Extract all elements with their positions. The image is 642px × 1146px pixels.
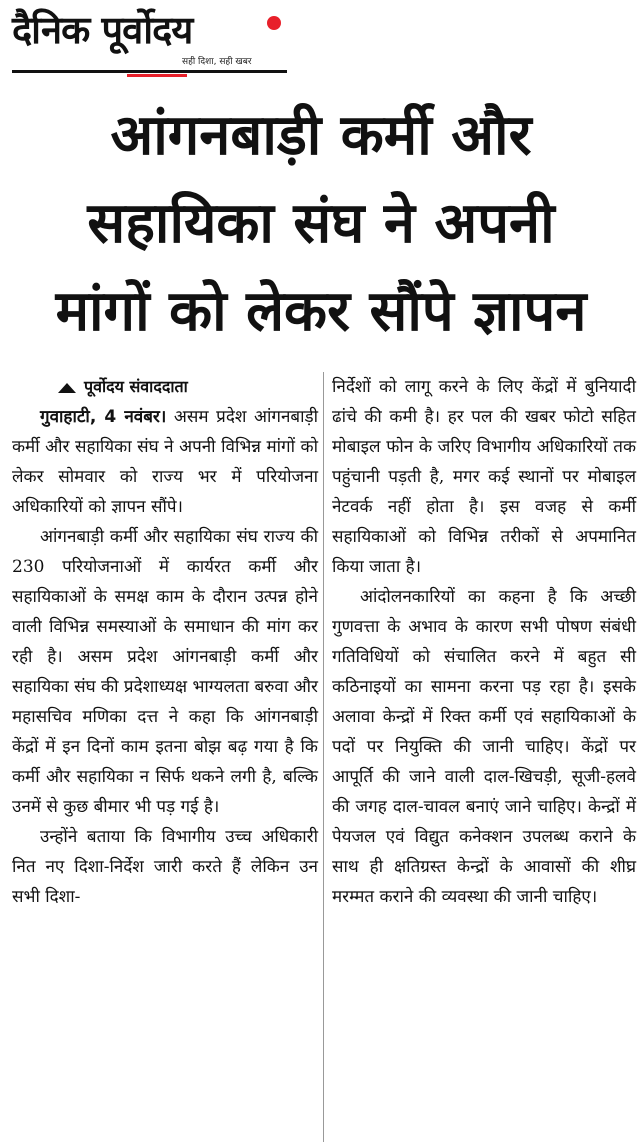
newspaper-logo: दैनिक पूर्वोदय — [12, 8, 193, 52]
masthead — [12, 8, 287, 74]
paragraph-3-continued: निर्देशों को लागू करने के लिए केंद्रों में बुनियादी ढांचे की कमी है। हर पल की खबर फोटो सहित मोबाइल फोन के जरिए विभागीय अधिकारियों तक पहुंचानी पड़ती है, मगर कई स्थानों पर मोबाइल नेटवर्क नहीं होता है। इस वजह से कर्मी सहायिकाओं को विभिन्न तरीकों से अपमानित किया जाता है। — [332, 377, 636, 577]
tagline: सही दिशा, सही खबर — [182, 57, 252, 67]
dateline: गुवाहाटी, 4 नवंबर। — [40, 407, 167, 427]
article-column-right — [332, 372, 636, 912]
paragraph-1 — [12, 402, 318, 522]
article-column-left — [12, 372, 318, 912]
paragraph-1-text: असम प्रदेश आंगनबाड़ी कर्मी और सहायिका संघ ने अपनी विभिन्न मांगों को लेकर सोमवार को राज्य भर में परियोजना अधिकारियों को ज्ञापन सौंपे। — [12, 407, 318, 517]
headline-line-3: मांगों को लेकर सौंपे ज्ञापन — [55, 279, 587, 344]
byline — [12, 372, 318, 402]
paragraph-2: आंगनबाड़ी कर्मी और सहायिका संघ राज्य की 230 परियोजनाओं में कार्यरत कर्मी और सहायिकाओं के समक्ष काम के दौरान उत्पन्न होने वाली विभिन्न समस्याओं के समाधान की मांग कर रही है। असम प्रदेश आंगनबाड़ी कर्मी और सहायिका संघ की प्रदेशाध्यक्ष भाग्यलता बरुवा और महासचिव मणिका दत्त ने कहा कि आंगनबाड़ी केंद्रों में इन दिनों काम इतना बोझ बढ़ गया है कि कर्मी और सहायिका न सिर्फ थकने लगी है, बल्कि उनमें से कुछ बीमार भी पड़ गई है। — [12, 527, 318, 817]
headline — [8, 92, 634, 356]
masthead-red-bar — [127, 74, 187, 77]
logo-red-dot-icon — [267, 16, 281, 30]
paragraph-4: आंदोलनकारियों का कहना है कि अच्छी गुणवत्ता के अभाव के कारण सभी पोषण संबंधी गतिविधियों को संचालित करने में बहुत सी कठिनाइयों का सामना करना पड़ रहा है। इसके अलावा केन्द्रों में रिक्त कर्मी एवं सहायिकाओं के पदों पर नियुक्ति की जानी चाहिए। केंद्रों पर आपूर्ति की जाने वाली दाल-खिचड़ी, सूजी-हलवे की जगह दाल-चावल बनाएं जाने चाहिए। केन्द्रों में पेयजल एवं विद्युत कनेक्शन उपलब्ध कराने के साथ ही क्षतिग्रस्त केन्द्रों के आवासों की शीघ्र मरम्मत कराने की व्यवस्था की जानी चाहिए। — [332, 587, 636, 907]
triangle-icon — [58, 383, 76, 393]
headline-line-2: सहायिका संघ ने अपनी — [87, 191, 555, 256]
byline-text: पूर्वोदय संवाददाता — [84, 377, 188, 396]
headline-line-1: आंगनबाड़ी कर्मी और — [110, 103, 532, 168]
masthead-rule — [12, 70, 287, 73]
column-divider — [323, 372, 324, 1142]
paragraph-3-start: उन्होंने बताया कि विभागीय उच्च अधिकारी नित नए दिशा-निर्देश जारी करते हैं लेकिन उन सभी दिशा- — [12, 827, 318, 907]
